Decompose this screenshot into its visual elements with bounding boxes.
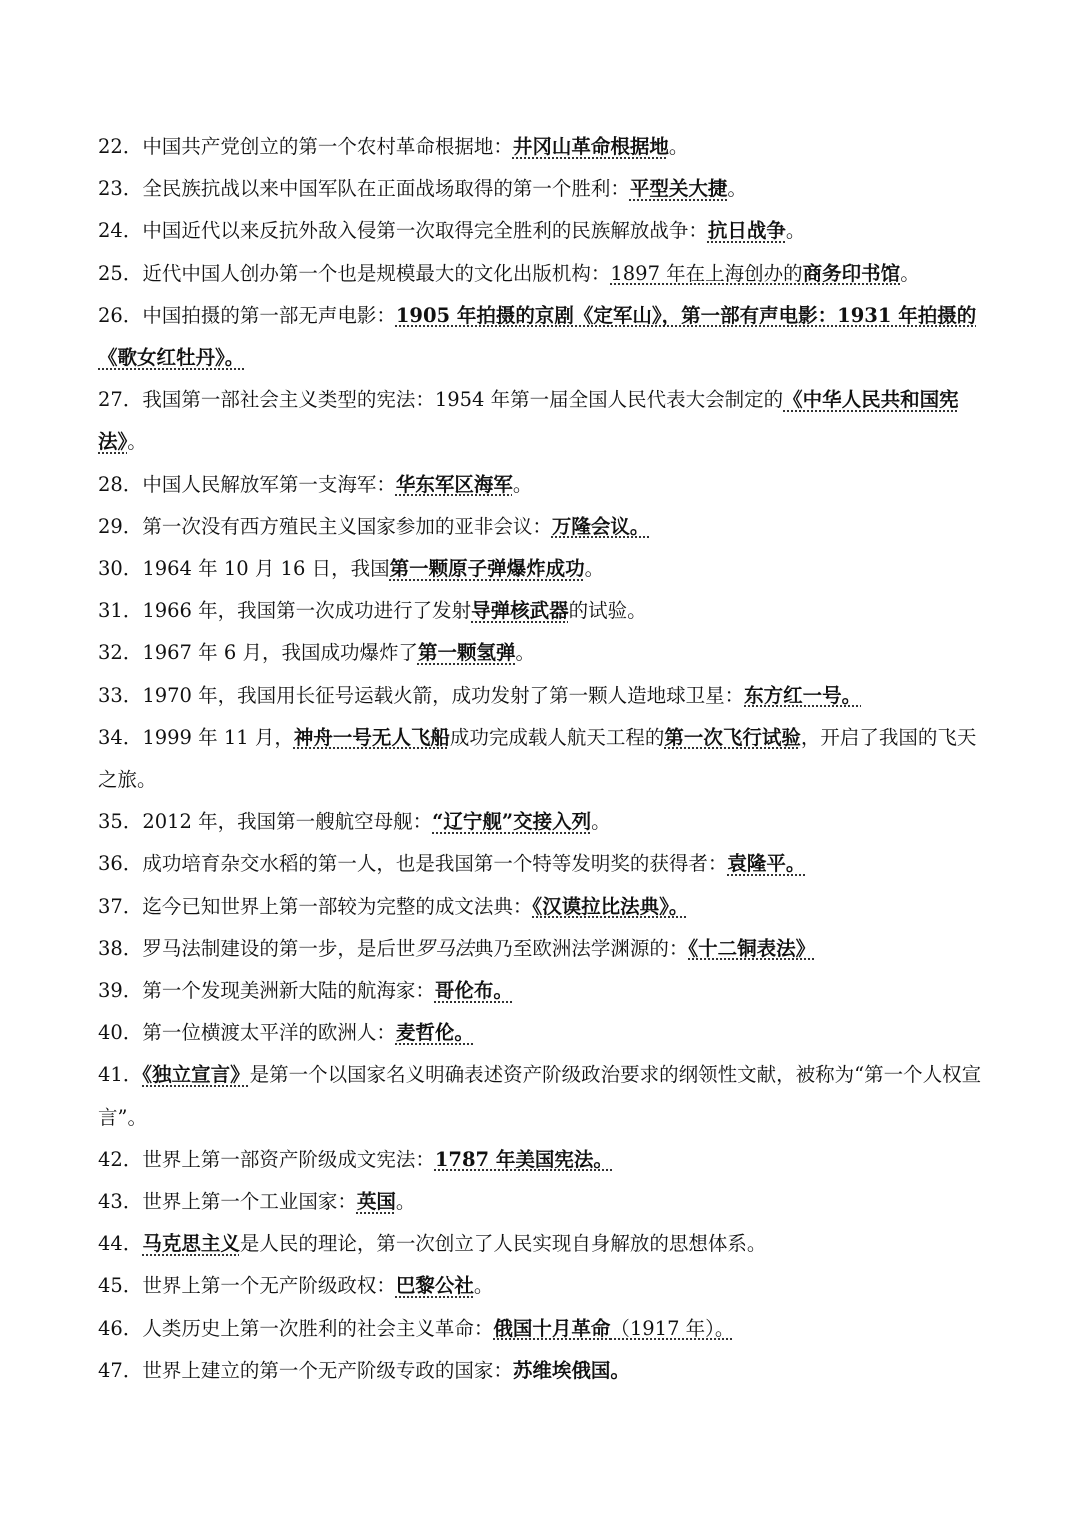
- item-text: 。: [900, 261, 920, 285]
- item-number: 26．: [98, 303, 143, 327]
- item-text: 1999 年 11 月，: [142, 725, 294, 749]
- item-text: 1964 年 10 月 16 日，我国: [142, 557, 390, 581]
- item-number: 31．: [98, 599, 143, 623]
- item-number: 23．: [98, 177, 143, 201]
- answer-text: 马克思主义: [142, 1232, 240, 1256]
- list-item: [98, 548, 988, 590]
- list-item: [98, 295, 988, 379]
- item-number: 46．: [98, 1316, 143, 1340]
- item-number: 40．: [98, 1021, 143, 1045]
- answer-text: 井冈山革命根据地: [512, 135, 669, 158]
- list-item: [98, 928, 988, 970]
- answer-text: 《独立宣言》: [142, 1063, 250, 1087]
- item-text: 近代中国人创办第一个也是规模最大的文化出版机构：: [142, 261, 611, 285]
- item-text: 。: [395, 1190, 416, 1214]
- list-item: [98, 1223, 988, 1265]
- answer-text: 英国: [356, 1190, 396, 1214]
- answer-text: 袁隆平。: [727, 852, 806, 876]
- item-text: 是人民的理论，第一次创立了人民实现自身解放的思想体系。: [239, 1232, 767, 1256]
- list-item: [98, 1265, 988, 1307]
- answer-text: 《中华人民共和国宪法》: [98, 388, 959, 454]
- item-text: 。: [727, 177, 747, 201]
- answer-text: 抗日战争: [707, 219, 786, 243]
- item-text: 成功培育杂交水稻的第一人，也是我国第一个特等发明奖的获得者：: [142, 852, 728, 876]
- list-item: [98, 1012, 988, 1054]
- item-text: 。: [127, 430, 147, 454]
- item-number: 34．: [98, 725, 143, 749]
- item-text: 1970 年，我国用长征号运载火箭，成功发射了第一颗人造地球卫星：: [142, 683, 745, 707]
- item-number: 22．: [98, 135, 143, 158]
- item-number: 45．: [98, 1274, 143, 1298]
- answer-text: “辽宁舰”交接入列: [432, 810, 592, 834]
- facts-list: [98, 126, 988, 1392]
- item-text: 的试验。: [568, 599, 647, 623]
- item-text: 世界上第一部资产阶级成文宪法：: [142, 1147, 435, 1171]
- item-number: 42．: [98, 1147, 143, 1171]
- item-number: 38．: [98, 936, 143, 960]
- answer-text: 导弹核武器: [471, 599, 569, 623]
- item-number: 47．: [98, 1358, 143, 1382]
- item-text: 是第一个以国家名义明确表述资产阶级政治要求的纲领性文献，被称为“第一个人权宣言”。: [98, 1063, 982, 1129]
- item-text: （1917 年）。: [610, 1316, 735, 1340]
- answer-text: 第一颗原子弹爆炸成功: [389, 557, 585, 581]
- item-text: 1897 年在上海创办的: [610, 261, 803, 285]
- item-number: 27．: [98, 388, 143, 412]
- answer-text: 华东军区海军: [395, 472, 513, 496]
- list-item: [98, 1139, 988, 1181]
- item-number: 41．: [98, 1063, 143, 1087]
- list-item: [98, 675, 988, 717]
- item-text: 。: [584, 557, 605, 581]
- list-item: [98, 717, 988, 801]
- item-text: 第一个发现美洲新大陆的航海家：: [142, 979, 435, 1003]
- list-item: [98, 801, 988, 843]
- list-item: [98, 590, 988, 632]
- answer-text: 《十二铜表法》: [688, 936, 816, 960]
- list-item: [98, 253, 988, 295]
- answer-text: 哥伦布。: [434, 979, 513, 1003]
- list-item: [98, 886, 988, 928]
- answer-text: 东方红一号。: [744, 683, 862, 707]
- item-number: 32．: [98, 641, 143, 665]
- item-number: 24．: [98, 219, 143, 243]
- item-text: 。: [591, 810, 611, 834]
- item-text: 人类历史上第一次胜利的社会主义革命：: [142, 1316, 494, 1340]
- item-number: 36．: [98, 852, 143, 876]
- answer-text: 第一颗氢弹: [417, 641, 516, 665]
- item-text: 第一位横渡太平洋的欧洲人：: [142, 1021, 396, 1045]
- item-number: 35．: [98, 810, 143, 834]
- answer-text: 神舟一号无人飞船: [293, 725, 450, 749]
- item-text: 世界上建立的第一个无产阶级专政的国家：: [142, 1358, 513, 1382]
- item-text: 1967 年 6 月，我国成功爆炸了: [142, 641, 418, 665]
- item-text: 中国人民解放军第一支海军：: [142, 472, 396, 496]
- item-number: 29．: [98, 514, 143, 538]
- list-item: [98, 1308, 988, 1350]
- list-item: [98, 970, 988, 1012]
- item-text: 中国拍摄的第一部无声电影：: [142, 303, 396, 327]
- answer-text: 1787 年美国宪法。: [434, 1147, 613, 1171]
- item-text: 罗马法: [415, 936, 474, 960]
- item-text: 1966 年，我国第一次成功进行了发射: [142, 599, 472, 623]
- answer-text: 商务印书馆: [802, 261, 901, 285]
- answer-text: 第一次飞行试验: [664, 725, 801, 749]
- item-text: ，开启了我国的飞天之旅。: [98, 725, 977, 792]
- list-item: [98, 506, 988, 548]
- answer-text: 平型关大捷: [629, 177, 728, 201]
- list-item: [98, 843, 988, 885]
- item-number: 43．: [98, 1190, 143, 1214]
- list-item: [98, 1350, 988, 1392]
- list-item: [98, 168, 988, 210]
- item-number: 30．: [98, 557, 143, 581]
- answer-text: 1905 年拍摄的京剧《定军山》，第一部有声电影：1931 年拍摄的《歌女红牡丹》。: [98, 303, 977, 370]
- answer-text: 《汉谟拉比法典》。: [532, 894, 689, 918]
- list-item: [98, 210, 988, 252]
- item-text: 。: [512, 472, 533, 496]
- item-text: 2012 年，我国第一艘航空母舰：: [142, 810, 433, 834]
- item-number: 37．: [98, 894, 143, 918]
- item-number: 33．: [98, 683, 143, 707]
- item-text: 我国第一部社会主义类型的宪法：1954 年第一届全国人民代表大会制定的: [142, 388, 784, 412]
- item-text: 典乃至欧洲法学渊源的：: [473, 936, 689, 960]
- item-text: 成功完成载人航天工程的: [449, 725, 665, 749]
- list-item: [98, 464, 988, 506]
- list-item: [98, 1181, 988, 1223]
- answer-text: 苏维埃俄国。: [512, 1358, 630, 1382]
- item-text: 中国共产党创立的第一个农村革命根据地：: [142, 135, 513, 158]
- item-number: 28．: [98, 472, 143, 496]
- item-text: 。: [473, 1274, 494, 1298]
- answer-text: 巴黎公社: [395, 1274, 474, 1298]
- item-number: 25．: [98, 261, 143, 285]
- list-item: [98, 379, 988, 463]
- item-number: 39．: [98, 979, 143, 1003]
- item-text: 世界上第一个无产阶级政权：: [142, 1274, 396, 1298]
- item-text: 迄今已知世界上第一部较为完整的成文法典：: [142, 894, 533, 918]
- answer-text: 俄国十月革命: [493, 1316, 611, 1340]
- item-text: 。: [515, 641, 535, 665]
- answer-text: 万隆会议。: [551, 514, 650, 538]
- item-text: 全民族抗战以来中国军队在正面战场取得的第一个胜利：: [142, 177, 630, 201]
- item-text: 。: [785, 219, 806, 243]
- item-number: 44．: [98, 1232, 143, 1256]
- list-item: [98, 126, 988, 168]
- item-text: 中国近代以来反抗外敌入侵第一次取得完全胜利的民族解放战争：: [142, 219, 708, 243]
- answer-text: 麦哲伦。: [395, 1021, 474, 1045]
- item-text: 。: [668, 135, 689, 158]
- list-item: [98, 632, 988, 674]
- item-text: 罗马法制建设的第一步，是后世: [142, 936, 416, 960]
- list-item: [98, 1054, 988, 1138]
- item-text: 第一次没有西方殖民主义国家参加的亚非会议：: [142, 514, 552, 538]
- item-text: 世界上第一个工业国家：: [142, 1190, 357, 1214]
